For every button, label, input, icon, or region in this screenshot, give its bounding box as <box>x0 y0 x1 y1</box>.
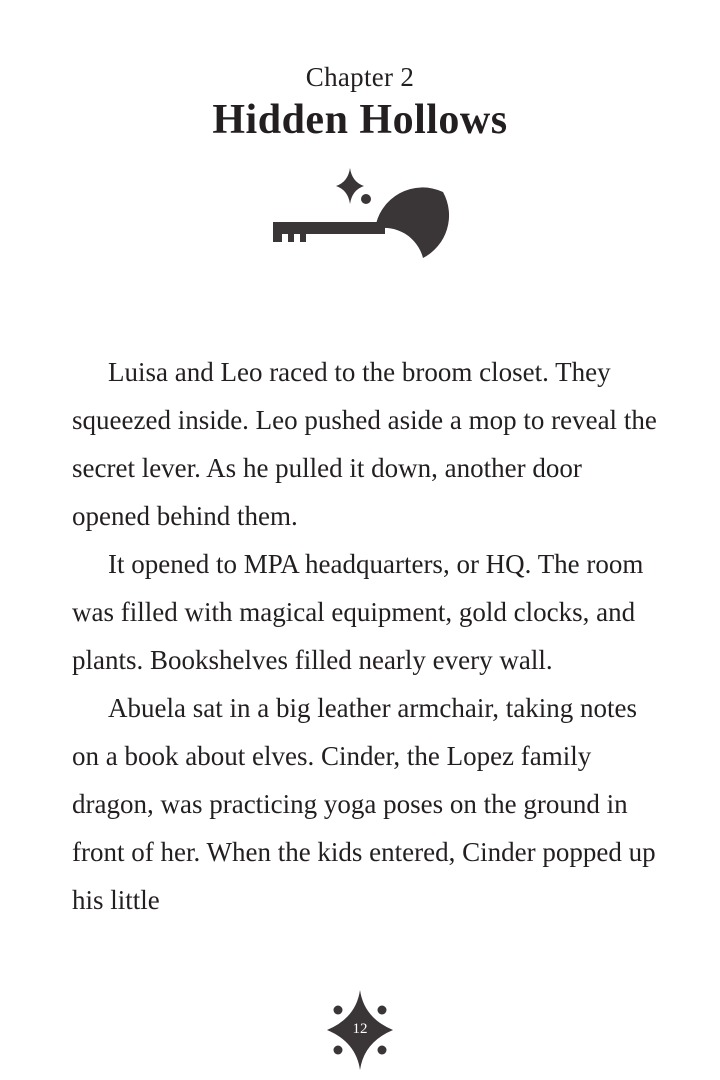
sparkle-dot-icon <box>361 194 371 204</box>
crescent-moon-icon <box>375 187 449 258</box>
key-icon <box>273 222 385 242</box>
sparkle-icon <box>336 168 364 204</box>
page-number: 12 <box>352 1021 368 1037</box>
paragraph: Abuela sat in a big leather armchair, taking notes on a book about elves. Cinder, the Lopez family dragon, was practicing yoga poses on the ground in front of her. When the kids entered, Cinder popped up his little <box>72 693 656 915</box>
chapter-title: Hidden Hollows <box>212 97 508 143</box>
body-text <box>72 348 662 924</box>
key-moon-ornament <box>265 166 465 261</box>
chapter-number: Chapter 2 <box>305 62 415 92</box>
page-folio <box>327 990 393 1070</box>
paragraph: It opened to MPA headquarters, or HQ. The room was filled with magical equipment, gold clocks, and plants. Bookshelves filled nearly every wall. <box>72 549 644 675</box>
paragraph: Luisa and Leo raced to the broom closet. They squeezed inside. Leo pushed aside a mop to reveal the secret lever. As he pulled it down, another door opened behind them. <box>72 357 657 531</box>
